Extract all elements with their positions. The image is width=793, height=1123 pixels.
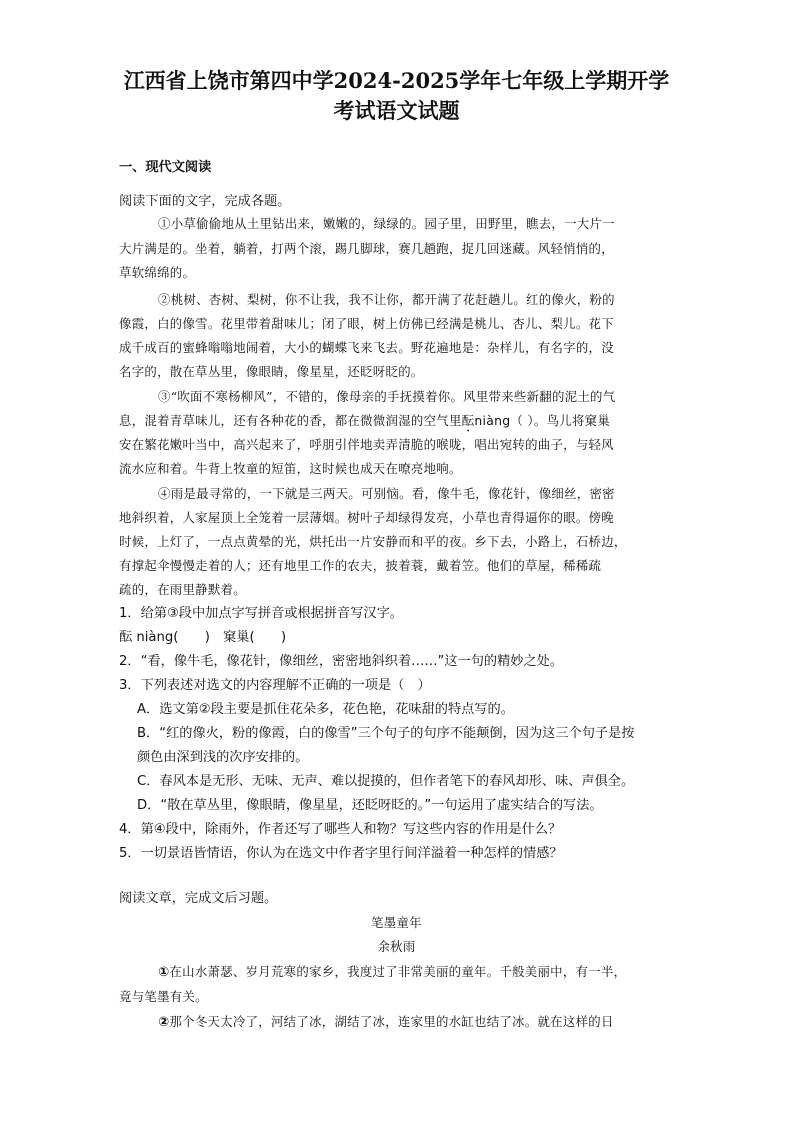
passage-line: 疏的，在雨里静默着。 <box>119 582 246 597</box>
pinyin-blank: niàng（ ） <box>474 413 534 428</box>
question-1: 1．给第③段中加点字写拼音或根据拼音写汉字。 <box>119 606 403 621</box>
question-2: 2．“看，像牛毛，像花针，像细丝，密密地斜织着……”这一句的精妙之处。 <box>119 654 564 669</box>
question-3-option-a: A．选文第②段主要是抓住花朵多，花色艳，花味甜的特点写的。 <box>137 702 514 717</box>
question-3: 3．下列表述对选文的内容理解不正确的一项是（ ） <box>119 678 431 693</box>
essay-line <box>158 1012 614 1033</box>
essay-author: 余秋雨 <box>377 939 416 954</box>
document-title-line-1: 江西省上饶市第四中学2024-2025学年七年级上学期开学 <box>123 68 670 93</box>
essay-text: 那个冬天太冷了，河结了冰，湖结了冰，连家里的水缸也结了冰。就在这样的日 <box>169 1014 614 1029</box>
passage-line: 时候，上灯了，一点点黄晕的光，烘托出一片安静而和平的夜。乡下去，小路上，石桥边， <box>119 534 627 549</box>
question-3-option-b: B．“红的像火，粉的像霞，白的像雪”三个句子的句序不能颠倒，因为这三个句子是按 <box>137 726 635 741</box>
essay-line: 竟与笔墨有关。 <box>119 989 208 1004</box>
question-3-option-d: D．“散在草丛里，像眼睛，像星星，还眨呀眨的。”一句运用了虚实结合的写法。 <box>137 798 603 813</box>
dotted-character: 酝 <box>461 413 475 428</box>
passage-line: 安在繁花嫩叶当中，高兴起来了，呼朋引伴地卖弄清脆的喉咙，唱出宛转的曲子，与轻风 <box>119 437 614 452</box>
question-1-blanks: 酝 niàng( ) 窠巢( ) <box>119 630 287 645</box>
paragraph-number: ① <box>158 965 170 980</box>
passage-line: 有撑起伞慢慢走着的人；还有地里工作的农夫，披着蓑，戴着笠。他们的草屋，稀稀疏 <box>119 558 602 573</box>
essay-line <box>158 962 626 983</box>
question-4: 4．第④段中，除雨外，作者还写了哪些人和物？写这些内容的作用是什么？ <box>119 822 562 837</box>
section-heading: 一、现代文阅读 <box>119 160 212 175</box>
passage-text: 。鸟儿将窠巢 <box>533 413 611 428</box>
question-3-option-b-cont: 颜色由深到浅的次序安排的。 <box>137 750 309 765</box>
passage-text: 息，混着青草味儿，还有各种花的香，都在微微润湿的空气里 <box>119 413 462 428</box>
passage-line: 大片满是的。坐着，躺着，打两个滚，踢几脚球，赛几趟跑，捉几回迷藏。风轻悄悄的， <box>119 241 614 256</box>
reading-instruction-2: 阅读文章，完成文后习题。 <box>119 891 278 906</box>
paragraph-number: ② <box>158 1015 170 1030</box>
question-5: 5．一切景语皆情语，你认为在选文中作者字里行间洋溢着一种怎样的情感？ <box>119 846 563 861</box>
essay-title: 笔墨童年 <box>371 915 422 930</box>
reading-instruction: 阅读下面的文字，完成各题。 <box>119 194 291 209</box>
passage-line: ①小草偷偷地从土里钻出来，嫩嫩的，绿绿的。园子里，田野里，瞧去，一大片一 <box>158 216 615 231</box>
question-3-option-c: C．春风本是无形、无味、无声、难以捉摸的，但作者笔下的春风却形、味、声俱全。 <box>137 774 635 789</box>
passage-line: 地斜织着，人家屋顶上全笼着一层薄烟。树叶子却绿得发亮，小草也青得逼你的眼。傍晚 <box>119 510 614 525</box>
passage-line: ②桃树、杏树、梨树，你不让我，我不让你，都开满了花赶趟儿。红的像火，粉的 <box>158 292 615 307</box>
passage-line: 流水应和着。牛背上牧童的短笛，这时候也成天在嘹亮地响。 <box>119 461 462 476</box>
passage-line: 像霞，白的像雪。花里带着甜味儿；闭了眼，树上仿佛已经满是桃儿、杏儿、梨儿。花下 <box>119 316 614 331</box>
passage-line: 草软绵绵的。 <box>119 265 196 280</box>
passage-line: 成千成百的蜜蜂嗡嗡地闹着，大小的蝴蝶飞来飞去。野花遍地是：杂样儿，有名字的，没 <box>119 340 614 355</box>
passage-line: ④雨是最寻常的，一下就是三两天。可别恼。看，像牛毛，像花针，像细丝，密密 <box>158 486 615 501</box>
document-title-line-2: 考试语文试题 <box>333 98 460 123</box>
passage-line-with-pinyin <box>119 411 610 435</box>
passage-line: 名字的，散在草丛里，像眼睛，像星星，还眨呀眨的。 <box>119 364 424 379</box>
passage-line: ③“吹面不寒杨柳风”，不错的，像母亲的手抚摸着你。风里带来些新翻的泥土的气 <box>158 389 616 404</box>
essay-text: 在山水萧瑟、岁月荒寒的家乡，我度过了非常美丽的童年。千般美丽中，有一半， <box>169 964 627 979</box>
